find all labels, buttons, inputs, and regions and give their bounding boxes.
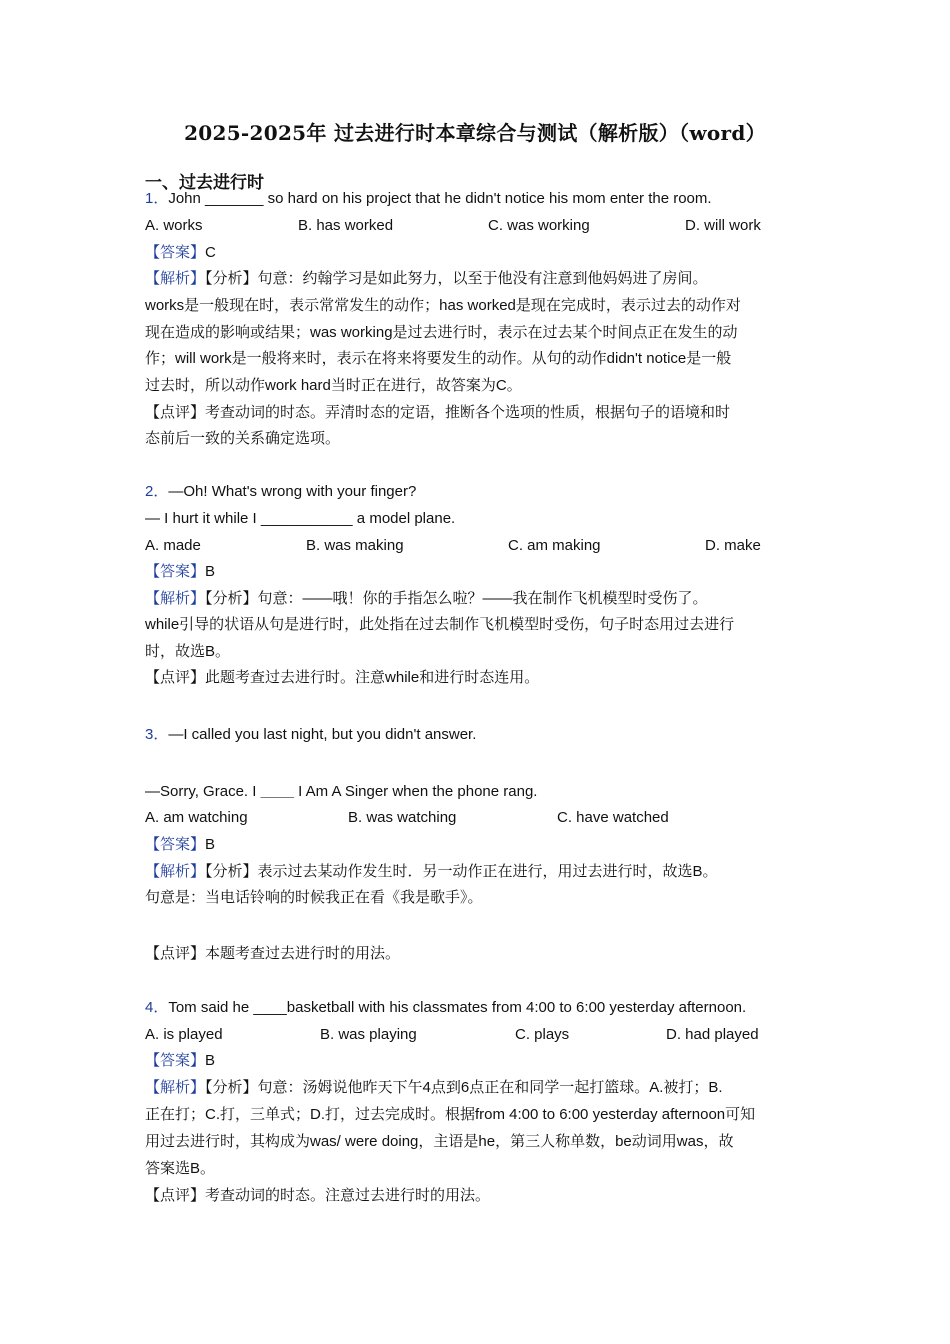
- q2-option-b: B. was making: [306, 537, 404, 554]
- q3-analysis-line: 句意是：当电话铃响的时候我正在看《我是歌手》。: [145, 889, 483, 906]
- q4-option-d: D. had played: [666, 1026, 759, 1043]
- q3-analysis-line: 【解析】【分析】表示过去某动作发生时．另一动作正在进行，用过去进行时，故选B。: [145, 863, 718, 880]
- answer-blank: _______: [205, 190, 264, 207]
- q2-analysis-line: 时，故选B。: [145, 643, 231, 660]
- q4-option-a: A. is played: [145, 1026, 223, 1043]
- q1-comment: 【点评】考查动词的时态。弄清时态的定语，推断各个选项的性质，根据句子的语境和时: [145, 404, 731, 421]
- question-number: 2．: [145, 483, 169, 500]
- q1-analysis-line: 过去时，所以动作work hard当时正在进行，故答案为C。: [145, 377, 522, 394]
- q2-answer: 【答案】B: [145, 563, 216, 580]
- q1-option-a: A. works: [145, 217, 203, 234]
- q1-analysis-line: 作；will work是一般将来时，表示在将来将要发生的动作。从句的动作didn't notice是一般: [145, 350, 732, 367]
- answer-blank: ____: [253, 999, 287, 1016]
- section-title: 一、过去进行时: [145, 173, 264, 193]
- q2-analysis-line: while引导的状语从句是进行时，此处指在过去制作飞机模型时受伤，句子时态用过去进行: [145, 616, 735, 633]
- q1-answer: 【答案】C: [145, 244, 216, 261]
- q4-answer: 【答案】B: [145, 1052, 216, 1069]
- q4-option-b: B. was playing: [320, 1026, 417, 1043]
- question-number: 4．: [145, 999, 169, 1016]
- q3-comment: 【点评】本题考查过去进行时的用法。: [145, 945, 401, 962]
- question-number: 1．: [145, 190, 169, 207]
- q2-option-c: C. am making: [508, 537, 601, 554]
- q1-option-b: B. has worked: [298, 217, 394, 234]
- question-3-stem: 3．—I called you last night, but you didn't answer.: [145, 726, 477, 743]
- document-title: 2025-2025年 过去进行时本章综合与测试（解析版）（word）: [184, 121, 766, 145]
- q4-option-c: C. plays: [515, 1026, 570, 1043]
- question-4-stem: 4．Tom said he ____basketball with his classmates from 4:00 to 6:00 yesterday afternoon.: [145, 999, 747, 1016]
- q2-analysis-line: 【解析】【分析】句意：——哦！你的手指怎么啦？——我在制作飞机模型时受伤了。: [145, 590, 708, 607]
- answer-blank: ___________: [260, 510, 353, 527]
- q4-analysis-line: 【解析】【分析】句意：汤姆说他昨天下午4点到6点正在和同学一起打篮球。A.被打；B.: [145, 1079, 723, 1096]
- q1-analysis-line: works是一般现在时，表示常常发生的动作；has worked是现在完成时，表示过去的动作对: [145, 297, 741, 314]
- q2-comment: 【点评】此题考查过去进行时。注意while和进行时态连用。: [145, 669, 540, 686]
- q1-option-c: C. was working: [488, 217, 590, 234]
- question-number: 3．: [145, 726, 169, 743]
- answer-blank: ____: [260, 783, 294, 800]
- q3-answer: 【答案】B: [145, 836, 216, 853]
- q1-analysis-line: 现在造成的影响或结果；was working是过去进行时，表示在过去某个时间点正在发生的动: [145, 324, 738, 341]
- q3-option-c: C. have watched: [557, 809, 669, 826]
- q3-option-b: B. was watching: [348, 809, 457, 826]
- q4-analysis-line: 用过去进行时，其构成为was/ were doing，主语是he，第三人称单数，be动词用was，故: [145, 1133, 734, 1150]
- question-2-stem-line2: — I hurt it while I ___________ a model plane.: [145, 510, 456, 527]
- q1-option-d: D. will work: [685, 217, 761, 234]
- q4-comment: 【点评】考查动词的时态。注意过去进行时的用法。: [145, 1187, 491, 1204]
- question-2-stem: 2．—Oh! What's wrong with your finger?: [145, 483, 417, 500]
- q2-option-a: A. made: [145, 537, 201, 554]
- question-3-stem-line2: —Sorry, Grace. I ____ I Am A Singer when the phone rang.: [145, 783, 538, 800]
- q2-option-d: D. make: [705, 537, 761, 554]
- q1-analysis-line: 【解析】【分析】句意：约翰学习是如此努力，以至于他没有注意到他妈妈进了房间。: [145, 270, 708, 287]
- q4-analysis-line: 正在打；C.打，三单式；D.打，过去完成时。根据from 4:00 to 6:00 yesterday afternoon可知: [145, 1106, 756, 1123]
- q4-analysis-line: 答案选B。: [145, 1160, 216, 1177]
- q1-comment-line: 态前后一致的关系确定选项。: [145, 430, 341, 447]
- q3-option-a: A. am watching: [145, 809, 248, 826]
- question-1-stem: 1．John _______ so hard on his project that he didn't notice his mom enter the room.: [145, 190, 712, 207]
